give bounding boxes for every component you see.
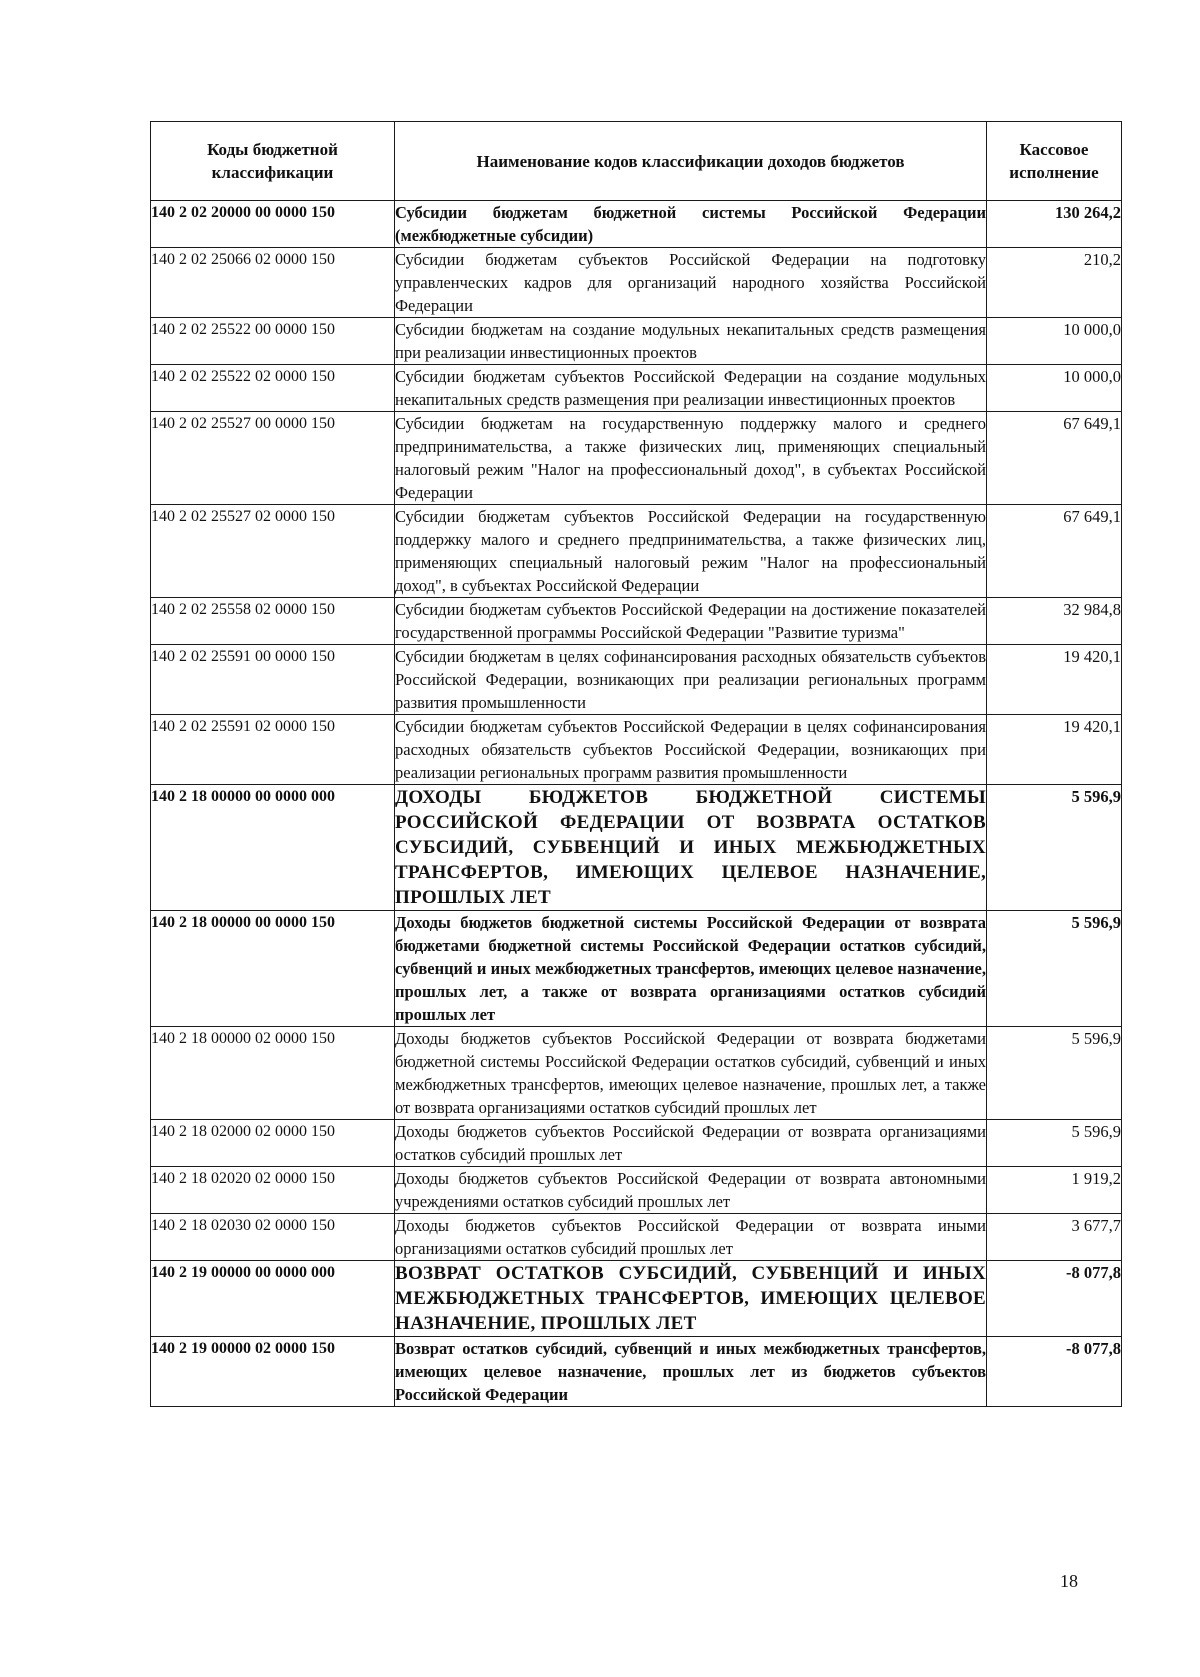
row-amount: 130 264,2 bbox=[987, 201, 1122, 248]
row-code: 140 2 18 00000 02 0000 150 bbox=[151, 1027, 395, 1120]
row-name: Доходы бюджетов субъектов Российской Федерации от возврата организациями остатков субсидий прошлых лет bbox=[395, 1120, 987, 1167]
row-amount: 5 596,9 bbox=[987, 911, 1122, 1027]
row-amount: 5 596,9 bbox=[987, 1120, 1122, 1167]
page-number: 18 bbox=[1060, 1571, 1078, 1591]
row-code: 140 2 02 25522 00 0000 150 bbox=[151, 318, 395, 365]
row-name: Доходы бюджетов субъектов Российской Федерации от возврата бюджетами бюджетной системы Российской Федерации остатков субсидий, субвенций и иных межбюджетных трансфертов, имеющих целевое назначение, прошлых лет, а также от возврата организациями остатков субсидий прошлых лет bbox=[395, 1027, 987, 1120]
row-code: 140 2 02 25527 00 0000 150 bbox=[151, 412, 395, 505]
table-row bbox=[151, 1214, 1122, 1261]
row-amount: 67 649,1 bbox=[987, 505, 1122, 598]
table-row bbox=[151, 715, 1122, 785]
row-name: Субсидии бюджетам в целях софинансирования расходных обязательств субъектов Российской Федерации, возникающих при реализации региональных программ развития промышленности bbox=[395, 645, 987, 715]
row-name: Доходы бюджетов субъектов Российской Федерации от возврата автономными учреждениями остатков субсидий прошлых лет bbox=[395, 1167, 987, 1214]
row-amount: 10 000,0 bbox=[987, 318, 1122, 365]
table-row bbox=[151, 505, 1122, 598]
row-name: Субсидии бюджетам субъектов Российской Федерации на государственную поддержку малого и среднего предпринимательства, а также физических лиц, применяющих специальный налоговый режим "Налог на профессиональный доход", в субъектах Российской Федерации bbox=[395, 505, 987, 598]
row-name: Субсидии бюджетам субъектов Российской Федерации на достижение показателей государственной программы Российской Федерации "Развитие туризма" bbox=[395, 598, 987, 645]
row-name: ВОЗВРАТ ОСТАТКОВ СУБСИДИЙ, СУБВЕНЦИЙ И ИНЫХ МЕЖБЮДЖЕТНЫХ ТРАНСФЕРТОВ, ИМЕЮЩИХ ЦЕЛЕВОЕ НАЗНАЧЕНИЕ, ПРОШЛЫХ ЛЕТ bbox=[395, 1261, 987, 1337]
table-row bbox=[151, 201, 1122, 248]
row-code: 140 2 19 00000 02 0000 150 bbox=[151, 1337, 395, 1407]
table-row bbox=[151, 318, 1122, 365]
row-code: 140 2 02 25066 02 0000 150 bbox=[151, 248, 395, 318]
row-code: 140 2 18 02020 02 0000 150 bbox=[151, 1167, 395, 1214]
table-header-row bbox=[151, 122, 1122, 201]
row-amount: -8 077,8 bbox=[987, 1261, 1122, 1337]
row-code: 140 2 02 25558 02 0000 150 bbox=[151, 598, 395, 645]
row-code: 140 2 02 25591 00 0000 150 bbox=[151, 645, 395, 715]
table-row bbox=[151, 785, 1122, 911]
header-name: Наименование кодов классификации доходов бюджетов bbox=[395, 122, 987, 201]
row-name: Субсидии бюджетам субъектов Российской Федерации на подготовку управленческих кадров для организаций народного хозяйства Российской Федерации bbox=[395, 248, 987, 318]
table-row bbox=[151, 412, 1122, 505]
table-row bbox=[151, 1261, 1122, 1337]
row-name: Субсидии бюджетам на государственную поддержку малого и среднего предпринимательства, а также физических лиц, применяющих специальный налоговый режим "Налог на профессиональный доход", в субъектах Российской Федерации bbox=[395, 412, 987, 505]
row-amount: 19 420,1 bbox=[987, 645, 1122, 715]
budget-classification-table bbox=[150, 121, 1122, 1407]
row-amount: 5 596,9 bbox=[987, 1027, 1122, 1120]
row-code: 140 2 18 00000 00 0000 150 bbox=[151, 911, 395, 1027]
row-name: Субсидии бюджетам бюджетной системы Российской Федерации (межбюджетные субсидии) bbox=[395, 201, 987, 248]
row-amount: 1 919,2 bbox=[987, 1167, 1122, 1214]
row-amount: 10 000,0 bbox=[987, 365, 1122, 412]
row-amount: 32 984,8 bbox=[987, 598, 1122, 645]
row-code: 140 2 02 25527 02 0000 150 bbox=[151, 505, 395, 598]
table-row bbox=[151, 911, 1122, 1027]
header-amount: Кассовое исполнение bbox=[987, 122, 1122, 201]
table-row bbox=[151, 598, 1122, 645]
row-name: Субсидии бюджетам на создание модульных некапитальных средств размещения при реализации инвестиционных проектов bbox=[395, 318, 987, 365]
row-amount: 210,2 bbox=[987, 248, 1122, 318]
row-code: 140 2 18 00000 00 0000 000 bbox=[151, 785, 395, 911]
header-code: Коды бюджетной классификации bbox=[151, 122, 395, 201]
row-code: 140 2 02 25591 02 0000 150 bbox=[151, 715, 395, 785]
table-row bbox=[151, 1027, 1122, 1120]
row-amount: 5 596,9 bbox=[987, 785, 1122, 911]
row-name: Субсидии бюджетам субъектов Российской Федерации на создание модульных некапитальных средств размещения при реализации инвестиционных проектов bbox=[395, 365, 987, 412]
row-amount: -8 077,8 bbox=[987, 1337, 1122, 1407]
table-row bbox=[151, 365, 1122, 412]
row-code: 140 2 18 02030 02 0000 150 bbox=[151, 1214, 395, 1261]
row-name: ДОХОДЫ БЮДЖЕТОВ БЮДЖЕТНОЙ СИСТЕМЫ РОССИЙСКОЙ ФЕДЕРАЦИИ ОТ ВОЗВРАТА ОСТАТКОВ СУБСИДИЙ, СУБВЕНЦИЙ И ИНЫХ МЕЖБЮДЖЕТНЫХ ТРАНСФЕРТОВ, ИМЕЮЩИХ ЦЕЛЕВОЕ НАЗНАЧЕНИЕ, ПРОШЛЫХ ЛЕТ bbox=[395, 785, 987, 911]
row-name: Доходы бюджетов бюджетной системы Российской Федерации от возврата бюджетами бюджетной системы Российской Федерации остатков субсидий, субвенций и иных межбюджетных трансфертов, имеющих целевое назначение, прошлых лет, а также от возврата организациями остатков субсидий прошлых лет bbox=[395, 911, 987, 1027]
table-row bbox=[151, 1120, 1122, 1167]
row-code: 140 2 18 02000 02 0000 150 bbox=[151, 1120, 395, 1167]
row-name: Доходы бюджетов субъектов Российской Федерации от возврата иными организациями остатков субсидий прошлых лет bbox=[395, 1214, 987, 1261]
row-code: 140 2 19 00000 00 0000 000 bbox=[151, 1261, 395, 1337]
row-amount: 67 649,1 bbox=[987, 412, 1122, 505]
row-amount: 19 420,1 bbox=[987, 715, 1122, 785]
row-name: Возврат остатков субсидий, субвенций и иных межбюджетных трансфертов, имеющих целевое назначение, прошлых лет из бюджетов субъектов Российской Федерации bbox=[395, 1337, 987, 1407]
table-body bbox=[151, 201, 1122, 1407]
row-code: 140 2 02 20000 00 0000 150 bbox=[151, 201, 395, 248]
row-name: Субсидии бюджетам субъектов Российской Федерации в целях софинансирования расходных обязательств субъектов Российской Федерации, возникающих при реализации региональных программ развития промышленности bbox=[395, 715, 987, 785]
row-code: 140 2 02 25522 02 0000 150 bbox=[151, 365, 395, 412]
table-row bbox=[151, 1337, 1122, 1407]
row-amount: 3 677,7 bbox=[987, 1214, 1122, 1261]
table-row bbox=[151, 645, 1122, 715]
table-row bbox=[151, 248, 1122, 318]
table-row bbox=[151, 1167, 1122, 1214]
